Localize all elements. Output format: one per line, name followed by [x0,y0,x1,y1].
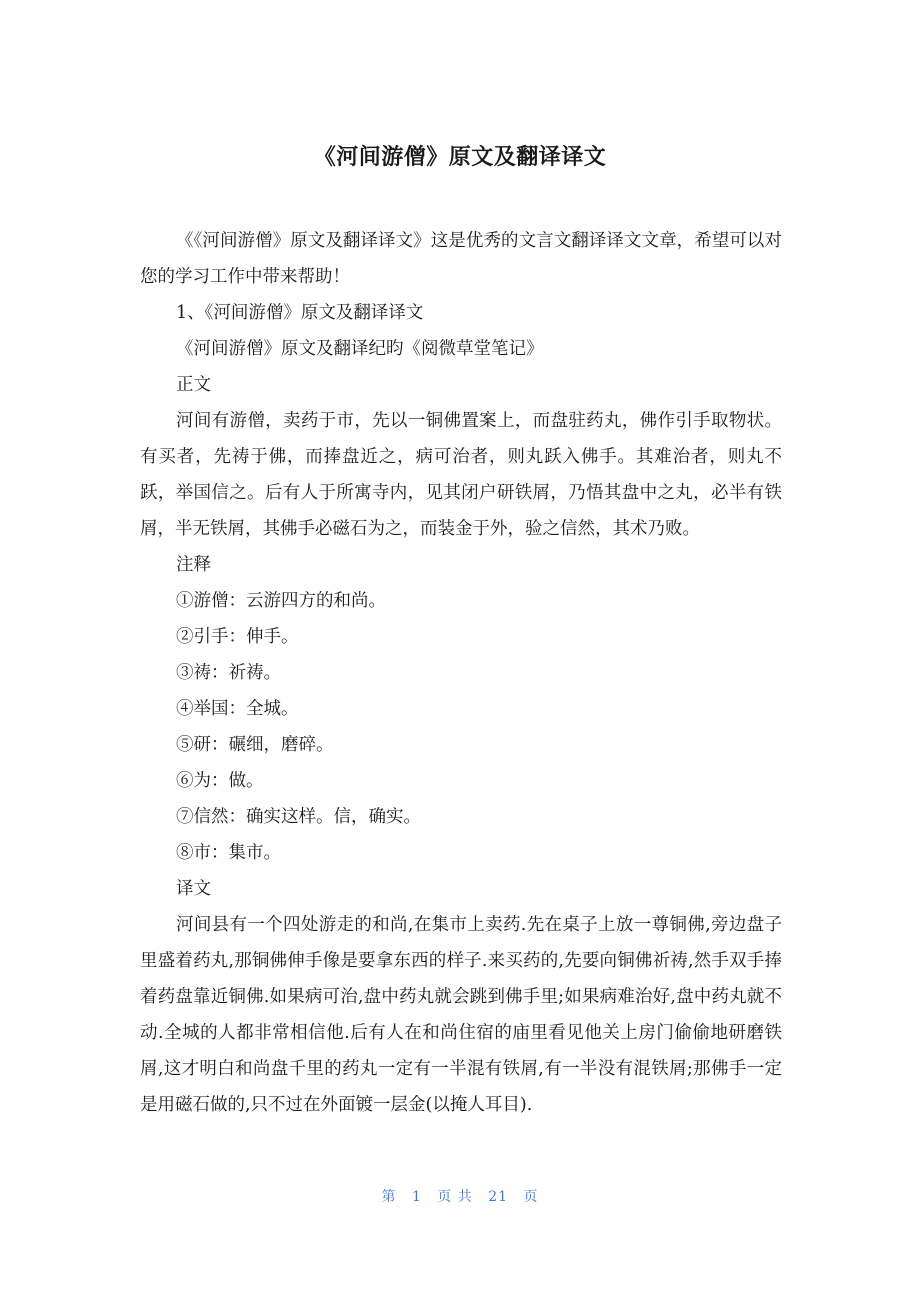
notes-label: 注释 [176,555,211,575]
section-heading: 1、《河间游僧》原文及翻译译文 [176,303,424,323]
note-item: ⑦信然：确实这样。信，确实。 [176,807,421,827]
footer-prefix: 第 [381,1189,397,1205]
page-footer [0,1186,920,1206]
translation-text: 河间县有一个四处游走的和尚,在集市上卖药.先在桌子上放一尊铜佛,旁边盘子里盛着药丸,那铜佛伸手像是要拿东西的样子.来买药的,先要向铜佛祈祷,然手双手捧着药盘靠近铜佛.如果病可治,盘中药丸就会跳到佛手里;如果病难治好,盘中药丸就不动.全城的人都非常相信他.后有人在和尚住宿的庙里看见他关上房门偷偷地研磨铁屑,这才明白和尚盘千里的药丸一定有一半混有铁屑,有一半没有混铁屑;那佛手一定是用磁石做的,只不过在外面镀一层金(以掩人耳目). [140,915,782,1115]
footer-middle: 页 共 [437,1189,473,1205]
note-item: ③祷：祈祷。 [176,663,281,683]
note-item: ⑧市：集市。 [176,843,281,863]
note-item: ⑥为：做。 [176,771,264,791]
intro-paragraph: 《《河间游僧》原文及翻译译文》这是优秀的文言文翻译译文文章，希望可以对您的学习工作中带来帮助！ [140,231,782,287]
document-title: 《河间游僧》原文及翻译译文 [313,145,607,170]
translation-label: 译文 [176,879,211,899]
source-line: 《河间游僧》原文及翻译纪昀《阅微草堂笔记》 [176,339,544,359]
note-item: ④举国：全城。 [176,699,299,719]
original-text: 河间有游僧，卖药于市，先以一铜佛置案上，而盘驻药丸，佛作引手取物状。有买者，先祷于佛，而捧盘近之，病可治者，则丸跃入佛手。其难治者，则丸不跃，举国信之。后有人于所寓寺内，见其闭户研铁屑，乃悟其盘中之丸，必半有铁屑，半无铁屑，其佛手必磁石为之，而装金于外，验之信然，其术乃败。 [140,411,782,539]
note-item: ②引手：伸手。 [176,627,299,647]
original-label: 正文 [176,375,211,395]
note-item: ⑤研：碾细，磨碎。 [176,735,334,755]
document-body [140,223,782,1123]
note-item: ①游僧：云游四方的和尚。 [176,591,386,611]
footer-total-pages: 21 [488,1189,509,1205]
footer-suffix: 页 [523,1189,539,1205]
footer-page-number: 1 [411,1189,422,1205]
